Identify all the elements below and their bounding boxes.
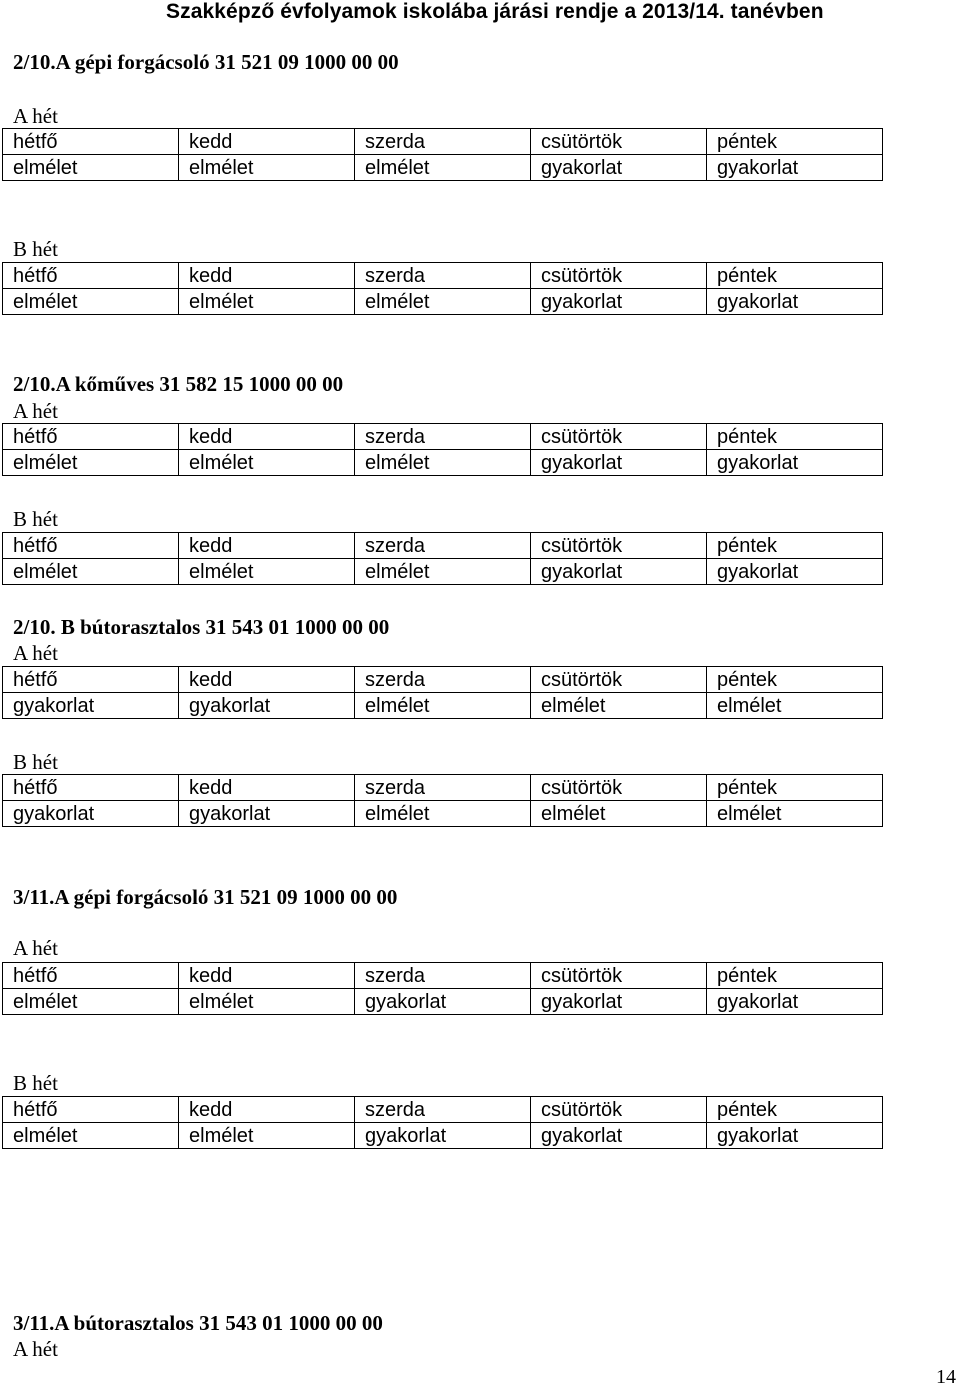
schedule-table	[2, 1096, 883, 1149]
type-cell: gyakorlat	[531, 289, 707, 315]
types-row	[3, 289, 883, 315]
day-cell: szerda	[355, 263, 531, 289]
day-cell: péntek	[707, 963, 883, 989]
week-label: B hét	[13, 237, 58, 261]
day-cell: kedd	[179, 775, 355, 801]
type-cell: elmélet	[3, 289, 179, 315]
week-label: B hét	[13, 750, 58, 774]
type-cell: gyakorlat	[707, 289, 883, 315]
types-row	[3, 155, 883, 181]
type-cell: elmélet	[355, 155, 531, 181]
type-cell: gyakorlat	[707, 559, 883, 585]
day-cell: szerda	[355, 424, 531, 450]
type-cell: elmélet	[179, 989, 355, 1015]
type-cell: elmélet	[179, 559, 355, 585]
days-row	[3, 775, 883, 801]
type-cell: gyakorlat	[3, 801, 179, 827]
type-cell: elmélet	[707, 801, 883, 827]
day-cell: kedd	[179, 424, 355, 450]
day-cell: csütörtök	[531, 533, 707, 559]
type-cell: gyakorlat	[355, 1123, 531, 1149]
week-label: A hét	[13, 641, 58, 665]
day-cell: kedd	[179, 263, 355, 289]
type-cell: elmélet	[3, 155, 179, 181]
type-cell: elmélet	[179, 289, 355, 315]
week-label: A hét	[13, 1337, 58, 1361]
day-cell: csütörtök	[531, 424, 707, 450]
week-label: B hét	[13, 507, 58, 531]
day-cell: hétfő	[3, 263, 179, 289]
page-header-title: Szakképző évfolyamok iskolába járási rendje a 2013/14. tanévben	[166, 0, 824, 23]
type-cell: gyakorlat	[355, 989, 531, 1015]
days-row	[3, 263, 883, 289]
day-cell: csütörtök	[531, 667, 707, 693]
type-cell: elmélet	[355, 559, 531, 585]
day-cell: hétfő	[3, 963, 179, 989]
type-cell: gyakorlat	[707, 1123, 883, 1149]
type-cell: elmélet	[707, 693, 883, 719]
type-cell: elmélet	[531, 693, 707, 719]
type-cell: elmélet	[3, 989, 179, 1015]
page-number: 14	[936, 1366, 956, 1388]
day-cell: hétfő	[3, 533, 179, 559]
type-cell: elmélet	[531, 801, 707, 827]
day-cell: szerda	[355, 1097, 531, 1123]
section-title: 3/11.A gépi forgácsoló 31 521 09 1000 00 00	[13, 885, 398, 909]
type-cell: gyakorlat	[179, 693, 355, 719]
type-cell: elmélet	[355, 450, 531, 476]
days-row	[3, 129, 883, 155]
days-row	[3, 667, 883, 693]
section-title: 3/11.A bútorasztalos 31 543 01 1000 00 00	[13, 1311, 383, 1335]
day-cell: csütörtök	[531, 963, 707, 989]
types-row	[3, 559, 883, 585]
day-cell: hétfő	[3, 1097, 179, 1123]
type-cell: gyakorlat	[531, 1123, 707, 1149]
day-cell: péntek	[707, 424, 883, 450]
days-row	[3, 963, 883, 989]
day-cell: szerda	[355, 963, 531, 989]
types-row	[3, 1123, 883, 1149]
section-title: 2/10.A gépi forgácsoló 31 521 09 1000 00 00	[13, 50, 399, 74]
types-row	[3, 801, 883, 827]
day-cell: hétfő	[3, 424, 179, 450]
type-cell: elmélet	[179, 450, 355, 476]
type-cell: elmélet	[179, 155, 355, 181]
schedule-table	[2, 666, 883, 719]
type-cell: gyakorlat	[707, 450, 883, 476]
day-cell: hétfő	[3, 775, 179, 801]
type-cell: gyakorlat	[531, 559, 707, 585]
week-label: B hét	[13, 1071, 58, 1095]
type-cell: elmélet	[355, 289, 531, 315]
type-cell: gyakorlat	[179, 801, 355, 827]
type-cell: gyakorlat	[3, 693, 179, 719]
schedule-table	[2, 962, 883, 1015]
day-cell: szerda	[355, 533, 531, 559]
day-cell: csütörtök	[531, 1097, 707, 1123]
day-cell: szerda	[355, 129, 531, 155]
day-cell: szerda	[355, 667, 531, 693]
type-cell: elmélet	[3, 1123, 179, 1149]
type-cell: elmélet	[355, 801, 531, 827]
day-cell: csütörtök	[531, 263, 707, 289]
day-cell: kedd	[179, 533, 355, 559]
day-cell: kedd	[179, 129, 355, 155]
day-cell: péntek	[707, 533, 883, 559]
day-cell: kedd	[179, 1097, 355, 1123]
days-row	[3, 1097, 883, 1123]
week-label: A hét	[13, 936, 58, 960]
schedule-table	[2, 532, 883, 585]
day-cell: hétfő	[3, 129, 179, 155]
day-cell: péntek	[707, 667, 883, 693]
type-cell: gyakorlat	[531, 155, 707, 181]
type-cell: elmélet	[3, 450, 179, 476]
schedule-table	[2, 262, 883, 315]
type-cell: gyakorlat	[707, 989, 883, 1015]
days-row	[3, 424, 883, 450]
section-title: 2/10.A kőműves 31 582 15 1000 00 00	[13, 372, 344, 396]
section-title: 2/10. B bútorasztalos 31 543 01 1000 00 00	[13, 615, 390, 639]
day-cell: péntek	[707, 775, 883, 801]
schedule-table	[2, 774, 883, 827]
schedule-table	[2, 128, 883, 181]
types-row	[3, 450, 883, 476]
types-row	[3, 989, 883, 1015]
type-cell: gyakorlat	[531, 989, 707, 1015]
week-label: A hét	[13, 399, 58, 423]
day-cell: péntek	[707, 1097, 883, 1123]
days-row	[3, 533, 883, 559]
day-cell: kedd	[179, 963, 355, 989]
type-cell: gyakorlat	[531, 450, 707, 476]
schedule-table	[2, 423, 883, 476]
types-row	[3, 693, 883, 719]
type-cell: elmélet	[179, 1123, 355, 1149]
day-cell: hétfő	[3, 667, 179, 693]
type-cell: elmélet	[355, 693, 531, 719]
day-cell: szerda	[355, 775, 531, 801]
day-cell: kedd	[179, 667, 355, 693]
week-label: A hét	[13, 104, 58, 128]
day-cell: csütörtök	[531, 775, 707, 801]
day-cell: péntek	[707, 263, 883, 289]
type-cell: gyakorlat	[707, 155, 883, 181]
day-cell: csütörtök	[531, 129, 707, 155]
day-cell: péntek	[707, 129, 883, 155]
type-cell: elmélet	[3, 559, 179, 585]
